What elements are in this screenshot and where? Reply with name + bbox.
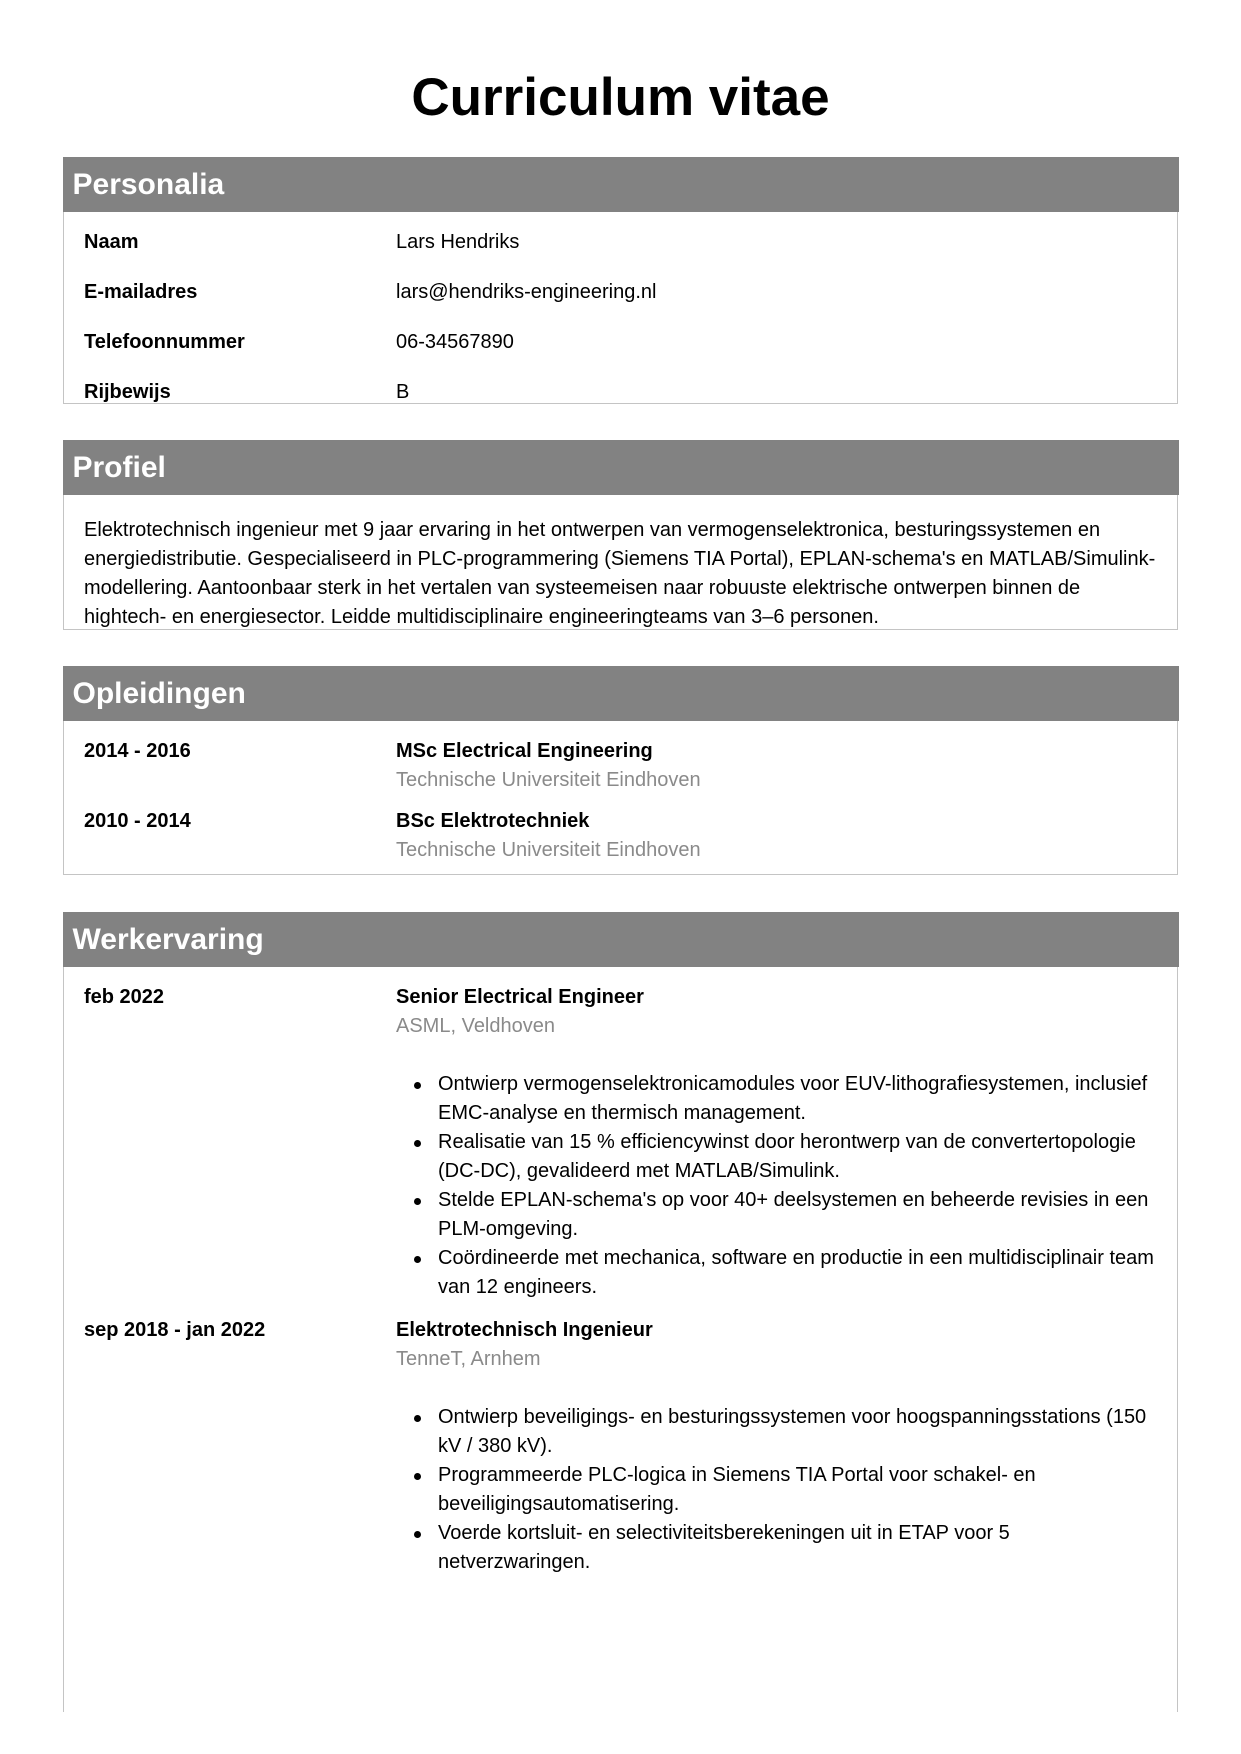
job-responsibilities <box>396 1070 1157 1302</box>
education-institution: Technische Universiteit Eindhoven <box>396 838 701 861</box>
document-title: Curriculum vitae <box>411 68 830 127</box>
list-item: Voerde kortsluit- en selectiviteitsberekeningen uit in ETAP voor 5 netverzwaringen. <box>438 1519 1157 1577</box>
personalia-row-rijbewijs <box>84 368 1157 418</box>
field-label: Rijbewijs <box>84 381 171 403</box>
opleidingen-heading: Opleidingen <box>63 666 1179 721</box>
job-title: Elektrotechnisch Ingenieur <box>396 1318 653 1341</box>
personalia-row-email <box>84 268 1157 318</box>
field-label: Telefoonnummer <box>84 331 245 353</box>
phone-value: 06-34567890 <box>396 331 514 353</box>
education-period: 2010 - 2014 <box>84 809 191 832</box>
list-item: Realisatie van 15 % efficiencywinst door herontwerp van de convertertopologie (DC-DC), gevalideerd met MATLAB/Simulink. <box>438 1128 1157 1186</box>
job-responsibilities <box>396 1403 1157 1577</box>
job-company: ASML, Veldhoven <box>396 1014 555 1037</box>
education-period: 2014 - 2016 <box>84 739 191 762</box>
opleidingen-section <box>63 666 1178 875</box>
work-period: sep 2018 - jan 2022 <box>84 1318 266 1341</box>
education-entry <box>84 737 1157 795</box>
list-item: Stelde EPLAN-schema's op voor 40+ deelsystemen en beheerde revisies in een PLM-omgeving. <box>438 1186 1157 1244</box>
list-item: Coördineerde met mechanica, software en productie in een multidisciplinair team van 12 engineers. <box>438 1244 1157 1302</box>
work-period: feb 2022 <box>84 985 165 1008</box>
work-entry <box>84 1316 1157 1577</box>
job-company: TenneT, Arnhem <box>396 1347 541 1370</box>
name-value: Lars Hendriks <box>396 231 520 253</box>
werkervaring-heading: Werkervaring <box>63 912 1179 967</box>
personalia-heading: Personalia <box>63 157 1179 212</box>
list-item: Ontwierp beveiligings- en besturingssystemen voor hoogspanningsstations (150 kV / 380 kV). <box>438 1403 1157 1461</box>
field-label: E-mailadres <box>84 281 198 303</box>
education-entry <box>84 807 1157 865</box>
education-title: BSc Elektrotechniek <box>396 809 590 832</box>
werkervaring-section <box>63 912 1178 1712</box>
personalia-section <box>63 157 1178 404</box>
education-institution: Technische Universiteit Eindhoven <box>396 768 701 791</box>
education-title: MSc Electrical Engineering <box>396 739 653 762</box>
personalia-row-naam <box>84 218 1157 268</box>
email-value: lars@hendriks-engineering.nl <box>396 281 657 303</box>
job-title: Senior Electrical Engineer <box>396 985 644 1008</box>
personalia-row-telefoon <box>84 318 1157 368</box>
list-item: Programmeerde PLC-logica in Siemens TIA Portal voor schakel- en beveiligingsautomatisering. <box>438 1461 1157 1519</box>
profile-text: Elektrotechnisch ingenieur met 9 jaar ervaring in het ontwerpen van vermogenselektronica, besturingssystemen en energiedistributie. Gespecialiseerd in PLC-programmering (Siemens TIA Portal), EPLAN-schema's en MATLAB/Simulink-modellering. Aantoonbaar sterk in het vertalen van systeemeisen naar robuuste elektrische ontwerpen binnen de hightech- en energiesector. Leidde multidisciplinaire engineeringteams van 3–6 personen. <box>84 518 1156 628</box>
field-label: Naam <box>84 231 139 253</box>
license-value: B <box>396 381 410 403</box>
profiel-heading: Profiel <box>63 440 1179 495</box>
profiel-section <box>63 440 1178 630</box>
work-entry <box>84 983 1157 1302</box>
list-item: Ontwierp vermogenselektronicamodules voor EUV-lithografiesystemen, inclusief EMC-analyse en thermisch management. <box>438 1070 1157 1128</box>
